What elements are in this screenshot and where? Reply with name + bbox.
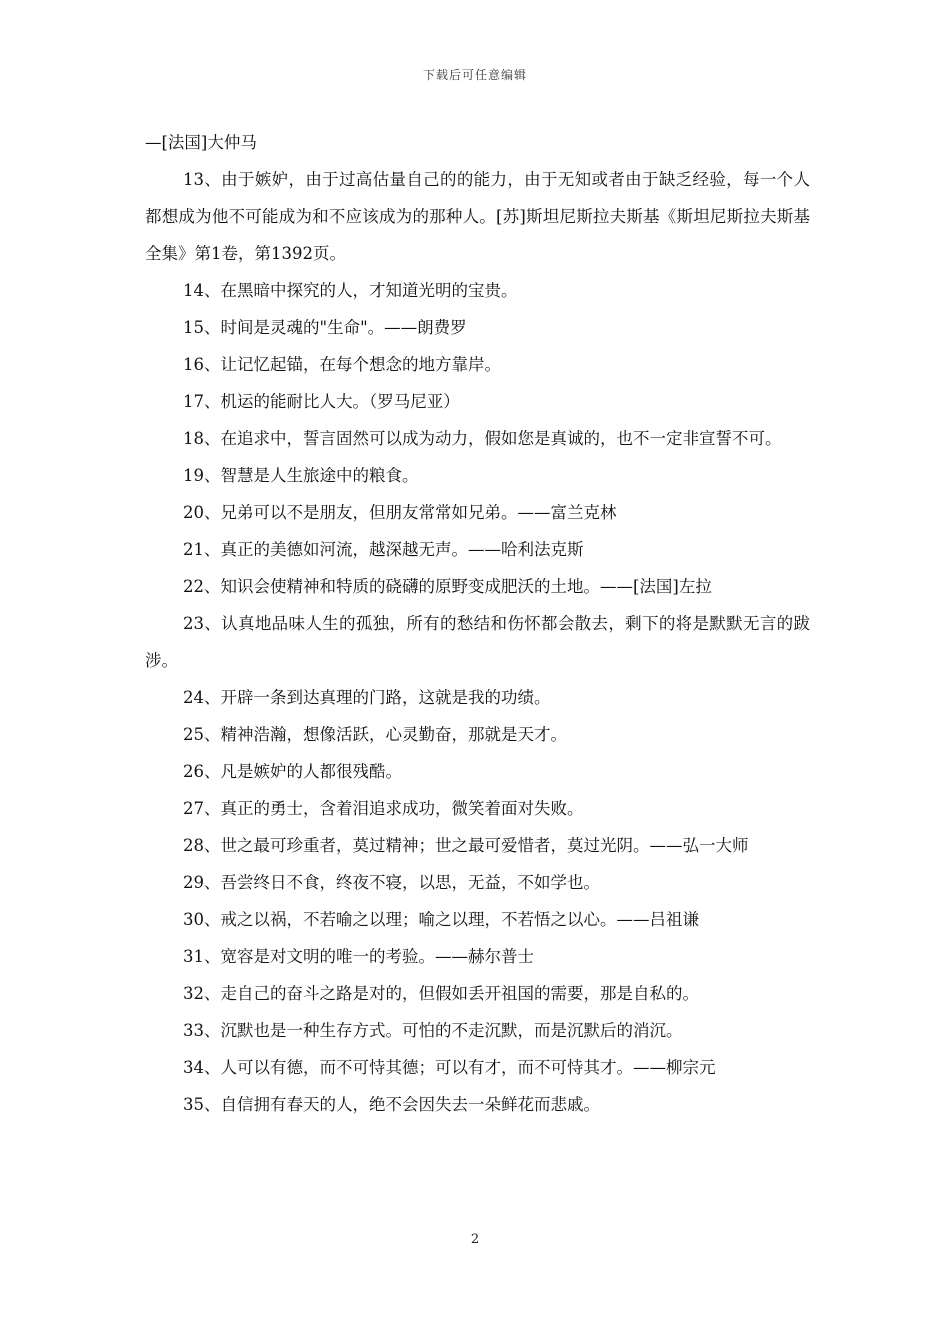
quote-paragraph: 24、开辟一条到达真理的门路，这就是我的功绩。	[183, 688, 551, 707]
quote-paragraph: 28、世之最可珍重者，莫过精神；世之最可爱惜者，莫过光阴。——弘一大师	[183, 836, 749, 855]
quote-paragraph: 31、宽容是对文明的唯一的考验。——赫尔普士	[183, 947, 534, 966]
quote-paragraph: 22、知识会使精神和特质的硗礴的原野变成肥沃的土地。——[法国]左拉	[183, 577, 712, 596]
quote-paragraph: 21、真正的美德如河流，越深越无声。——哈利法克斯	[183, 540, 584, 559]
quote-paragraph: —[法国]大仲马	[145, 133, 257, 152]
quote-paragraph: 33、沉默也是一种生存方式。可怕的不走沉默，而是沉默后的消沉。	[183, 1021, 683, 1040]
quote-paragraph: 14、在黑暗中探究的人，才知道光明的宝贵。	[183, 281, 518, 300]
page-header: 下载后可任意编辑	[422, 68, 527, 82]
document-body	[145, 124, 810, 1123]
page-number: 2	[470, 1232, 480, 1247]
quote-paragraph: 30、戒之以祸，不若喻之以理；喻之以理，不若悟之以心。——吕祖谦	[183, 910, 699, 929]
quote-paragraph: 32、走自己的奋斗之路是对的，但假如丢开祖国的需要，那是自私的。	[183, 984, 699, 1003]
quote-paragraph: 29、吾尝终日不食，终夜不寝，以思，无益，不如学也。	[183, 873, 600, 892]
quote-paragraph: 17、机运的能耐比人大。（罗马尼亚）	[183, 392, 460, 411]
quote-paragraph: 16、让记忆起锚，在每个想念的地方靠岸。	[183, 355, 501, 374]
quote-paragraph: 25、精神浩瀚，想像活跃，心灵勤奋，那就是天才。	[183, 725, 567, 744]
quote-paragraph: 15、时间是灵魂的"生命"。——朗费罗	[183, 318, 467, 337]
quote-paragraph: 34、人可以有德，而不可恃其德；可以有才，而不可恃其才。——柳宗元	[183, 1058, 716, 1077]
quote-paragraph: 35、自信拥有春天的人，绝不会因失去一朵鲜花而悲戚。	[183, 1095, 600, 1114]
quote-paragraph: 23、认真地品味人生的孤独，所有的愁结和伤怀都会散去，剩下的将是默默无言的跋涉。	[145, 614, 810, 670]
quote-paragraph: 26、凡是嫉妒的人都很残酷。	[183, 762, 402, 781]
quote-paragraph: 18、在追求中，誓言固然可以成为动力，假如您是真诚的，也不一定非宣誓不可。	[183, 429, 782, 448]
quote-paragraph: 20、兄弟可以不是朋友，但朋友常常如兄弟。——富兰克林	[183, 503, 617, 522]
quote-paragraph: 13、由于嫉妒，由于过高估量自己的的能力，由于无知或者由于缺乏经验，每一个人都想成为他不可能成为和不应该成为的那种人。[苏]斯坦尼斯拉夫斯基《斯坦尼斯拉夫斯基全集》第1卷，第1392页。	[145, 170, 810, 263]
quote-paragraph: 19、智慧是人生旅途中的粮食。	[183, 466, 419, 485]
quote-paragraph: 27、真正的勇士，含着泪追求成功，微笑着面对失败。	[183, 799, 584, 818]
